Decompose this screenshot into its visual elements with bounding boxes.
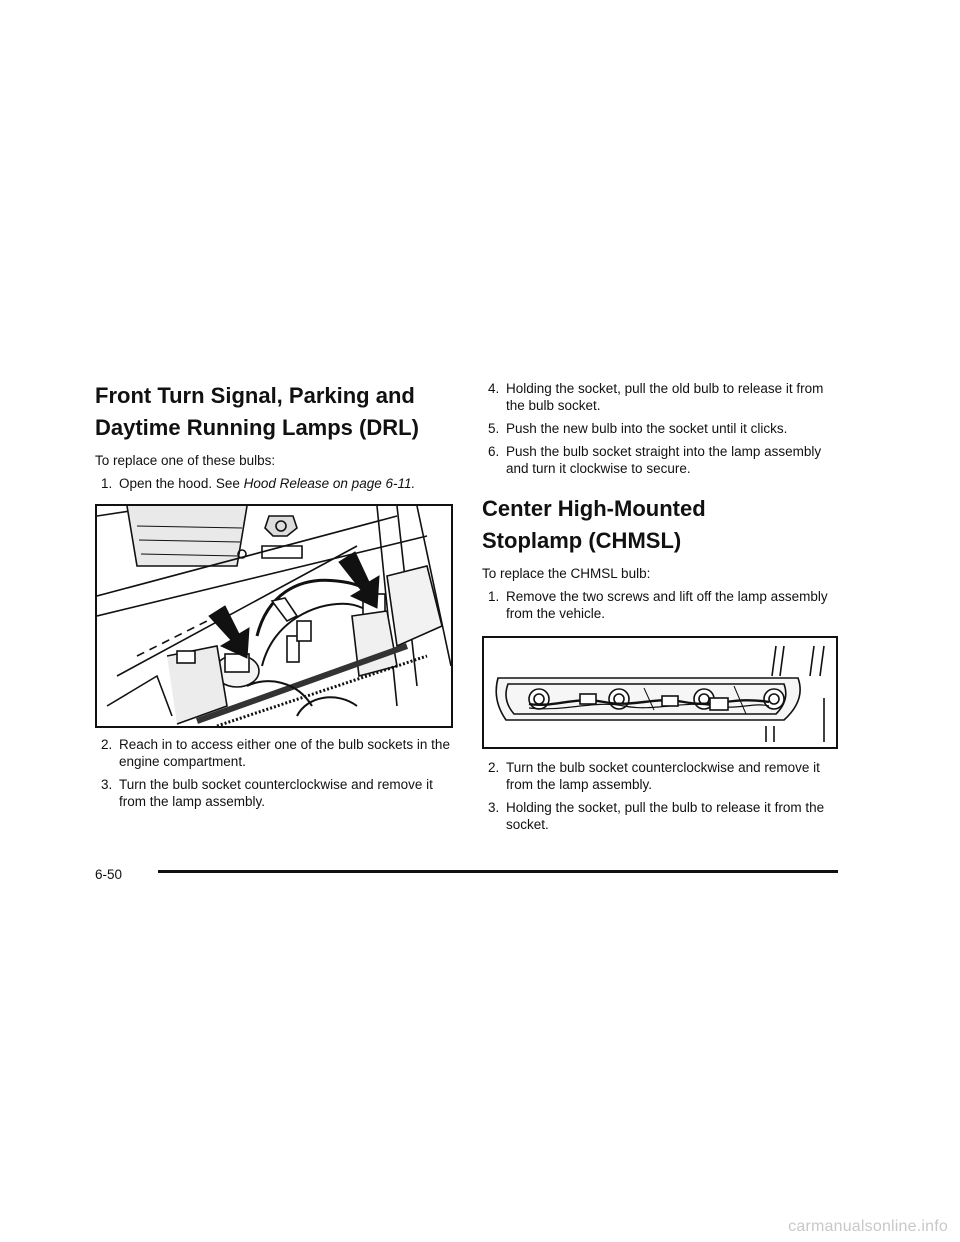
step-6: 6. Push the bulb socket straight into the lamp assembly and turn it clockwise to secure. — [488, 444, 822, 476]
step-1: 1. Open the hood. See Hood Release on page 6-11. — [101, 476, 416, 491]
hood-release-link[interactable]: Hood Release on page 6-11. — [243, 476, 416, 491]
section2-steps-b — [482, 759, 842, 833]
section2-intro: To replace the CHMSL bulb: — [482, 566, 651, 581]
left-column — [95, 380, 455, 810]
step-3: 3. Turn the bulb socket counterclockwise and remove it from the lamp assembly. — [101, 777, 433, 809]
step-4: 4. Holding the socket, pull the old bulb to release it from the bulb socket. — [488, 381, 824, 413]
chmsl-step-3: 3. Holding the socket, pull the bulb to release it from the socket. — [488, 800, 825, 832]
chmsl-step-2: 2. Turn the bulb socket counterclockwise and remove it from the lamp assembly. — [488, 760, 820, 792]
chmsl-lamp-illustration — [482, 636, 838, 749]
section1-steps-c — [482, 380, 842, 477]
right-column — [482, 380, 842, 833]
section1-steps-a — [95, 475, 455, 492]
section2-steps-a — [482, 588, 842, 622]
chmsl-drawing — [484, 638, 836, 747]
step-5: 5. Push the new bulb into the socket until it clicks. — [488, 421, 788, 436]
footer-rule — [158, 870, 838, 873]
step-2: 2. Reach in to access either one of the bulb sockets in the engine compartment. — [101, 737, 450, 769]
section1-intro: To replace one of these bulbs: — [95, 453, 276, 468]
section-title-front-turn-signal: Front Turn Signal, Parking and Daytime Running Lamps (DRL) — [95, 383, 419, 440]
page-number: 6-50 — [95, 867, 123, 882]
engine-bulb-drawing — [97, 506, 451, 726]
section-title-chmsl: Center High-Mounted Stoplamp (CHMSL) — [482, 496, 706, 553]
engine-compartment-illustration — [95, 504, 453, 728]
section1-steps-b — [95, 736, 455, 810]
chmsl-step-1: 1. Remove the two screws and lift off the lamp assembly from the vehicle. — [488, 589, 828, 621]
watermark: carmanualsonline.info — [788, 1218, 948, 1235]
